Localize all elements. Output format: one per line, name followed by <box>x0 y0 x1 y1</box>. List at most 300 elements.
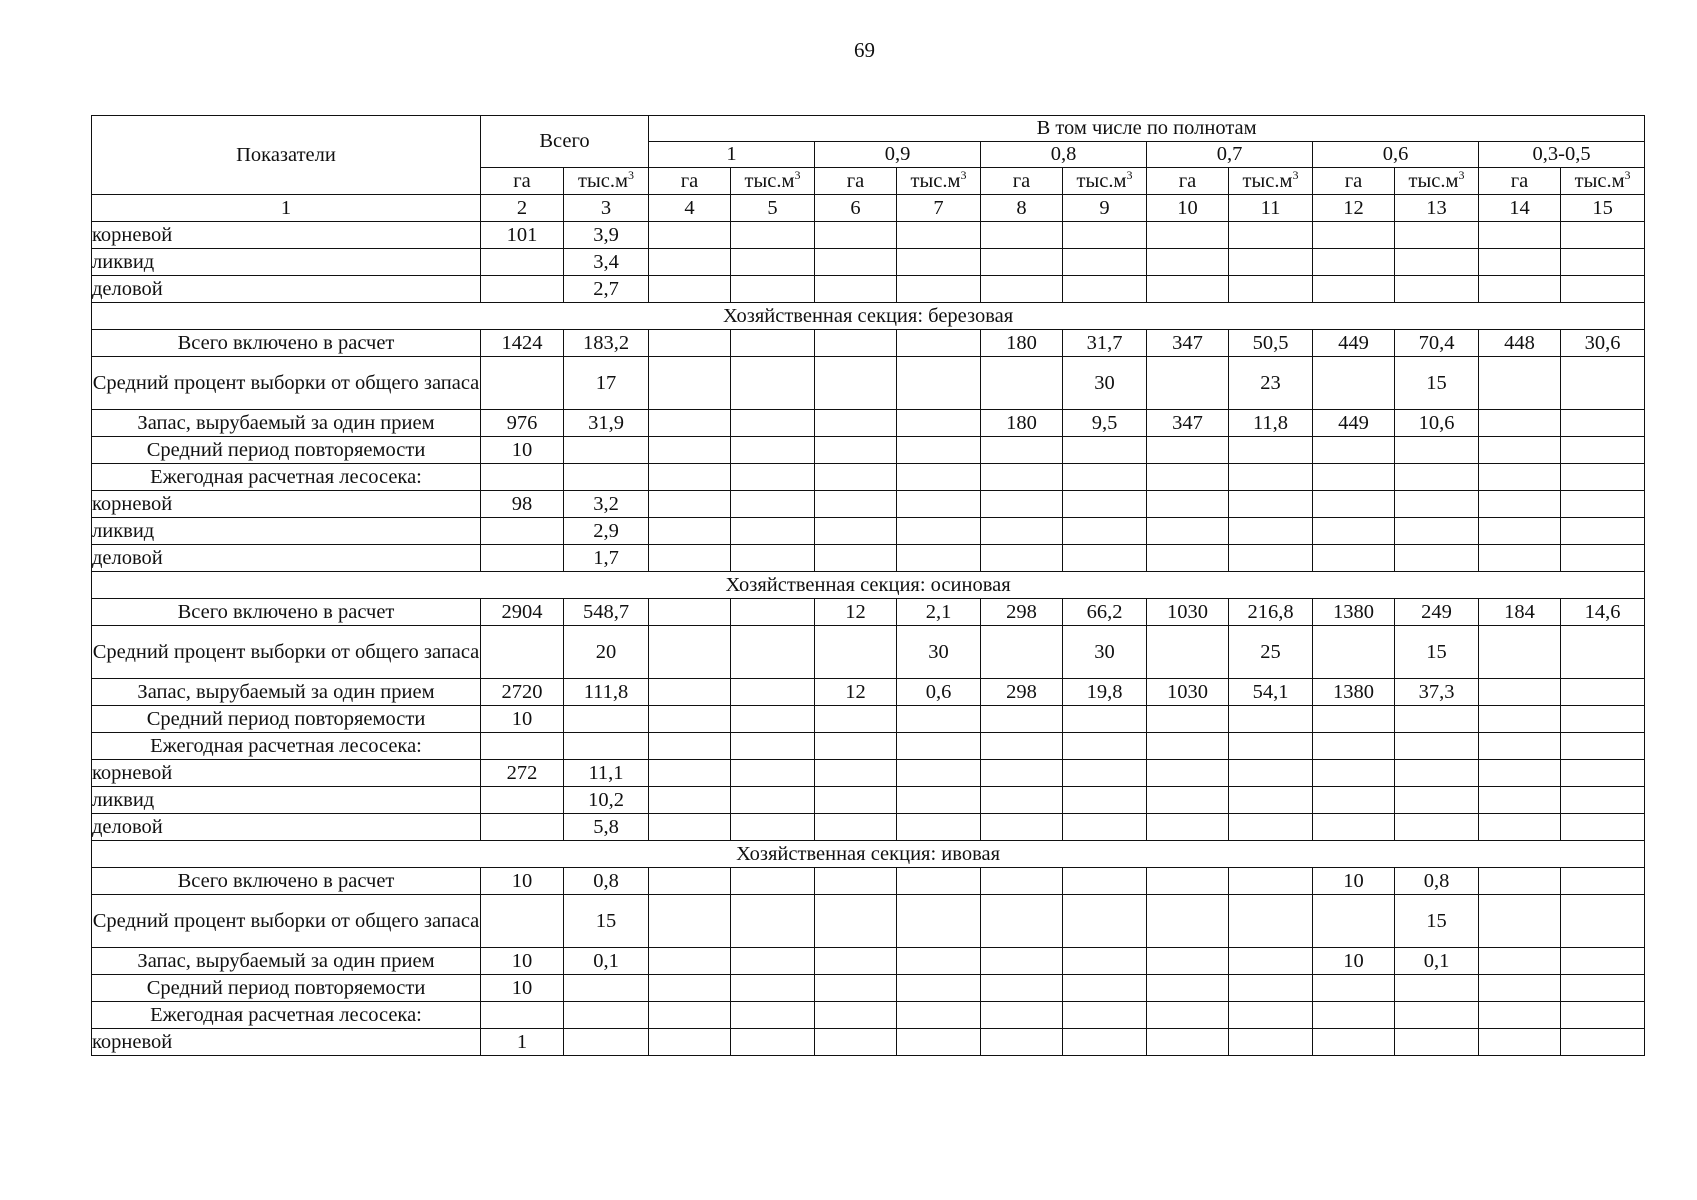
table-row <box>92 733 1645 760</box>
table-cell <box>1479 518 1561 545</box>
table-cell <box>649 410 731 437</box>
table-cell <box>1313 814 1395 841</box>
table-cell <box>1561 410 1645 437</box>
row-label: Средний период повторяемости <box>92 975 481 1002</box>
table-cell <box>815 464 897 491</box>
section-title: Хозяйственная секция: березовая <box>92 303 1645 330</box>
table-cell <box>1313 437 1395 464</box>
table-cell <box>815 948 897 975</box>
table-cell <box>731 1029 815 1056</box>
table-cell <box>1229 276 1313 303</box>
table-cell <box>897 706 981 733</box>
table-cell: 12 <box>815 679 897 706</box>
table-cell: 10 <box>481 706 564 733</box>
table-cell <box>981 733 1063 760</box>
table-cell <box>1063 1029 1147 1056</box>
row-label: Средний процент выборки от общего запаса <box>92 357 481 410</box>
column-number: 12 <box>1313 195 1395 222</box>
table-cell: 2904 <box>481 599 564 626</box>
table-cell: 0,1 <box>564 948 649 975</box>
allowable-cut-table <box>91 115 1645 1056</box>
table-row <box>92 357 1645 410</box>
table-cell <box>1395 464 1479 491</box>
table-cell <box>564 464 649 491</box>
table-cell <box>1229 222 1313 249</box>
table-cell <box>1561 975 1645 1002</box>
table-cell <box>1313 491 1395 518</box>
table-cell <box>731 491 815 518</box>
table-cell <box>815 868 897 895</box>
header-density: 0,9 <box>815 142 981 168</box>
table-cell <box>815 491 897 518</box>
table-cell <box>649 760 731 787</box>
table-cell <box>564 733 649 760</box>
table-cell <box>1479 464 1561 491</box>
table-row <box>92 222 1645 249</box>
table-cell <box>481 895 564 948</box>
unit-volume-exponent: 3 <box>1624 167 1631 182</box>
table-cell <box>815 518 897 545</box>
table-row <box>92 814 1645 841</box>
header-indicators: Показатели <box>92 116 481 195</box>
table-cell <box>1561 679 1645 706</box>
table-cell <box>815 760 897 787</box>
table-cell <box>1147 1029 1229 1056</box>
table-cell <box>1479 276 1561 303</box>
table-cell <box>1147 948 1229 975</box>
table-cell <box>1229 760 1313 787</box>
table-cell: 1380 <box>1313 679 1395 706</box>
table-cell <box>649 868 731 895</box>
table-cell: 10,2 <box>564 787 649 814</box>
table-cell: 17 <box>564 357 649 410</box>
column-number: 3 <box>564 195 649 222</box>
table-cell <box>649 249 731 276</box>
table-cell <box>897 222 981 249</box>
table-cell <box>897 491 981 518</box>
column-number: 7 <box>897 195 981 222</box>
table-cell <box>1479 706 1561 733</box>
table-cell <box>897 249 981 276</box>
unit-volume-text: тыс.м <box>1574 169 1625 192</box>
table-cell: 3,2 <box>564 491 649 518</box>
table-cell <box>1063 895 1147 948</box>
column-number: 11 <box>1229 195 1313 222</box>
table-cell <box>897 410 981 437</box>
row-label: Запас, вырубаемый за один прием <box>92 948 481 975</box>
table-cell <box>649 814 731 841</box>
table-cell <box>481 1002 564 1029</box>
table-cell <box>731 276 815 303</box>
table-cell <box>1147 626 1229 679</box>
table-cell: 1030 <box>1147 599 1229 626</box>
header-unit-volume <box>897 168 981 195</box>
table-cell <box>1313 975 1395 1002</box>
table-cell: 31,7 <box>1063 330 1147 357</box>
table-cell: 54,1 <box>1229 679 1313 706</box>
table-cell <box>981 518 1063 545</box>
table-cell <box>1561 948 1645 975</box>
table-cell <box>1229 545 1313 572</box>
table-cell <box>1063 706 1147 733</box>
table-cell <box>815 222 897 249</box>
table-cell <box>897 1002 981 1029</box>
table-cell <box>1147 437 1229 464</box>
table-cell <box>981 249 1063 276</box>
table-row <box>92 518 1645 545</box>
header-unit-volume <box>1395 168 1479 195</box>
table-cell: 449 <box>1313 330 1395 357</box>
section-row <box>92 841 1645 868</box>
table-cell <box>731 948 815 975</box>
table-cell <box>1147 787 1229 814</box>
table-cell: 2,9 <box>564 518 649 545</box>
table-cell <box>981 222 1063 249</box>
table-cell <box>981 276 1063 303</box>
table-cell <box>1395 1002 1479 1029</box>
table-cell <box>481 626 564 679</box>
table-cell <box>1063 1002 1147 1029</box>
row-label: корневой <box>92 1029 481 1056</box>
table-cell <box>1479 814 1561 841</box>
table-cell: 298 <box>981 679 1063 706</box>
table-cell <box>1063 733 1147 760</box>
table-cell: 70,4 <box>1395 330 1479 357</box>
table-cell <box>1561 491 1645 518</box>
table-row <box>92 599 1645 626</box>
table-cell: 1030 <box>1147 679 1229 706</box>
unit-volume-exponent: 3 <box>1126 167 1133 182</box>
table-cell <box>649 706 731 733</box>
table-cell <box>1229 948 1313 975</box>
table-cell <box>897 814 981 841</box>
table-cell <box>649 626 731 679</box>
table-cell: 20 <box>564 626 649 679</box>
table-cell <box>1561 276 1645 303</box>
table-cell <box>1063 491 1147 518</box>
table-cell <box>481 787 564 814</box>
table-cell <box>1313 545 1395 572</box>
table-cell <box>1147 1002 1229 1029</box>
table-cell <box>981 975 1063 1002</box>
table-cell: 30 <box>1063 626 1147 679</box>
table-cell: 30 <box>1063 357 1147 410</box>
unit-volume-text: тыс.м <box>1408 169 1459 192</box>
header-unit-volume <box>564 168 649 195</box>
row-label: деловой <box>92 545 481 572</box>
table-cell <box>897 276 981 303</box>
table-cell <box>981 357 1063 410</box>
table-cell <box>897 357 981 410</box>
table-cell <box>1229 1002 1313 1029</box>
table-cell <box>1561 895 1645 948</box>
table-cell <box>897 545 981 572</box>
table-cell <box>1063 464 1147 491</box>
table-row <box>92 410 1645 437</box>
table-cell <box>1561 760 1645 787</box>
table-cell <box>897 975 981 1002</box>
row-label: корневой <box>92 491 481 518</box>
table-row <box>92 249 1645 276</box>
table-cell: 184 <box>1479 599 1561 626</box>
table-cell <box>1561 222 1645 249</box>
table-cell: 101 <box>481 222 564 249</box>
table-cell <box>981 545 1063 572</box>
table-cell <box>731 518 815 545</box>
table-row <box>92 1002 1645 1029</box>
table-cell <box>815 814 897 841</box>
table-cell <box>981 706 1063 733</box>
table-cell: 2720 <box>481 679 564 706</box>
table-cell <box>1147 545 1229 572</box>
table-cell <box>731 410 815 437</box>
table-cell <box>1229 249 1313 276</box>
table-cell <box>731 975 815 1002</box>
table-cell <box>731 545 815 572</box>
table-cell <box>649 518 731 545</box>
table-cell <box>1395 975 1479 1002</box>
table-cell <box>649 975 731 1002</box>
table-cell: 347 <box>1147 330 1229 357</box>
table-cell <box>1313 626 1395 679</box>
table-cell <box>481 814 564 841</box>
table-cell <box>1479 222 1561 249</box>
table-cell <box>1479 1029 1561 1056</box>
table-cell <box>1479 249 1561 276</box>
table-cell <box>649 1002 731 1029</box>
table-cell <box>1479 491 1561 518</box>
table-cell <box>731 760 815 787</box>
table-cell: 347 <box>1147 410 1229 437</box>
table-cell <box>1561 787 1645 814</box>
table-cell <box>981 464 1063 491</box>
header-density: 0,6 <box>1313 142 1479 168</box>
table-cell <box>731 437 815 464</box>
table-cell <box>564 1002 649 1029</box>
table-cell <box>1561 464 1645 491</box>
table-cell <box>815 733 897 760</box>
section-row <box>92 572 1645 599</box>
unit-volume-text: тыс.м <box>578 169 628 192</box>
table-cell <box>897 464 981 491</box>
table-cell <box>1313 357 1395 410</box>
table-cell <box>564 706 649 733</box>
row-label: Всего включено в расчет <box>92 599 481 626</box>
table-cell <box>1147 975 1229 1002</box>
table-cell <box>981 895 1063 948</box>
table-row <box>92 975 1645 1002</box>
table-cell <box>649 330 731 357</box>
column-number: 6 <box>815 195 897 222</box>
table-row <box>92 1029 1645 1056</box>
row-label: Всего включено в расчет <box>92 868 481 895</box>
table-cell: 2,7 <box>564 276 649 303</box>
table-cell <box>731 868 815 895</box>
header-unit-ha: га <box>1147 168 1229 195</box>
row-label: деловой <box>92 814 481 841</box>
table-cell <box>897 733 981 760</box>
table-cell <box>1313 222 1395 249</box>
table-cell <box>815 410 897 437</box>
header-unit-volume <box>1561 168 1645 195</box>
table-cell <box>1561 706 1645 733</box>
table-cell: 298 <box>981 599 1063 626</box>
table-cell <box>731 787 815 814</box>
table-cell <box>1063 222 1147 249</box>
table-cell <box>1229 491 1313 518</box>
table-cell <box>1395 545 1479 572</box>
header-unit-volume <box>1229 168 1313 195</box>
table-cell <box>1313 518 1395 545</box>
table-cell <box>649 222 731 249</box>
table-cell: 10,6 <box>1395 410 1479 437</box>
table-cell <box>731 330 815 357</box>
table-cell: 10 <box>1313 948 1395 975</box>
table-cell <box>815 787 897 814</box>
table-cell <box>1561 1029 1645 1056</box>
table-cell <box>1395 518 1479 545</box>
table-cell <box>815 357 897 410</box>
table-cell: 183,2 <box>564 330 649 357</box>
table-cell <box>564 975 649 1002</box>
table-cell <box>1229 787 1313 814</box>
table-cell <box>1147 222 1229 249</box>
table-row <box>92 545 1645 572</box>
table-cell <box>1147 464 1229 491</box>
section-row <box>92 303 1645 330</box>
column-number: 9 <box>1063 195 1147 222</box>
table-cell <box>1313 1002 1395 1029</box>
table-cell <box>1313 706 1395 733</box>
unit-volume-text: тыс.м <box>1242 169 1293 192</box>
table-cell: 272 <box>481 760 564 787</box>
row-label: Средний процент выборки от общего запаса <box>92 895 481 948</box>
column-number: 10 <box>1147 195 1229 222</box>
unit-volume-exponent: 3 <box>1458 167 1465 182</box>
column-number: 4 <box>649 195 731 222</box>
table-row <box>92 706 1645 733</box>
table-cell: 11,1 <box>564 760 649 787</box>
table-cell <box>649 276 731 303</box>
table-cell <box>731 1002 815 1029</box>
table-cell <box>1561 733 1645 760</box>
table-cell <box>1479 975 1561 1002</box>
table-cell <box>1313 249 1395 276</box>
table-cell <box>1229 706 1313 733</box>
table-cell <box>649 948 731 975</box>
header-unit-ha: га <box>481 168 564 195</box>
table-cell: 448 <box>1479 330 1561 357</box>
table-cell <box>1147 249 1229 276</box>
table-cell <box>1313 1029 1395 1056</box>
table-cell <box>1395 814 1479 841</box>
table-cell: 19,8 <box>1063 679 1147 706</box>
table-cell <box>815 249 897 276</box>
table-cell: 10 <box>481 948 564 975</box>
table-cell <box>649 599 731 626</box>
column-number: 8 <box>981 195 1063 222</box>
section-title: Хозяйственная секция: осиновая <box>92 572 1645 599</box>
row-label: ликвид <box>92 249 481 276</box>
table-cell <box>731 814 815 841</box>
table-cell <box>564 437 649 464</box>
column-number: 1 <box>92 195 481 222</box>
table-row <box>92 787 1645 814</box>
table-row <box>92 464 1645 491</box>
table-cell <box>1063 518 1147 545</box>
table-cell <box>1395 249 1479 276</box>
table-cell <box>897 1029 981 1056</box>
table-cell <box>1313 895 1395 948</box>
table-cell <box>731 895 815 948</box>
table-cell: 37,3 <box>1395 679 1479 706</box>
table-cell <box>1147 491 1229 518</box>
table-cell <box>481 464 564 491</box>
unit-volume-text: тыс.м <box>1076 169 1127 192</box>
table-cell <box>897 518 981 545</box>
header-unit-ha: га <box>1313 168 1395 195</box>
table-cell <box>1479 410 1561 437</box>
table-cell <box>731 464 815 491</box>
table-row <box>92 330 1645 357</box>
table-cell <box>1313 733 1395 760</box>
table-cell <box>1561 1002 1645 1029</box>
table-cell <box>731 599 815 626</box>
table-cell <box>1063 814 1147 841</box>
table-cell <box>1561 437 1645 464</box>
table-cell <box>981 787 1063 814</box>
table-cell <box>731 733 815 760</box>
header-unit-volume <box>1063 168 1147 195</box>
table-cell <box>1147 733 1229 760</box>
table-cell <box>1479 679 1561 706</box>
table-cell <box>1395 1029 1479 1056</box>
row-label: Ежегодная расчетная лесосека: <box>92 733 481 760</box>
table-cell: 0,8 <box>564 868 649 895</box>
table-cell <box>649 787 731 814</box>
table-cell <box>731 357 815 410</box>
table-cell <box>1147 518 1229 545</box>
table-cell <box>1063 545 1147 572</box>
table-cell <box>1313 787 1395 814</box>
table-cell <box>897 868 981 895</box>
table-cell <box>1229 975 1313 1002</box>
table-cell: 216,8 <box>1229 599 1313 626</box>
table-cell: 23 <box>1229 357 1313 410</box>
table-cell: 50,5 <box>1229 330 1313 357</box>
table-cell <box>1313 276 1395 303</box>
table-cell <box>1479 357 1561 410</box>
row-label: ликвид <box>92 518 481 545</box>
row-label: ликвид <box>92 787 481 814</box>
table-cell <box>1063 437 1147 464</box>
table-cell <box>1229 518 1313 545</box>
table-cell <box>815 626 897 679</box>
table-cell <box>481 357 564 410</box>
table-cell: 5,8 <box>564 814 649 841</box>
header-density: 0,3-0,5 <box>1479 142 1645 168</box>
table-cell: 15 <box>1395 626 1479 679</box>
table-cell <box>1395 760 1479 787</box>
column-number: 15 <box>1561 195 1645 222</box>
header-density: 0,8 <box>981 142 1147 168</box>
table-cell <box>1395 222 1479 249</box>
table-cell: 15 <box>1395 895 1479 948</box>
table-cell: 1424 <box>481 330 564 357</box>
table-cell <box>1479 1002 1561 1029</box>
table-cell <box>1395 491 1479 518</box>
table-cell <box>815 706 897 733</box>
